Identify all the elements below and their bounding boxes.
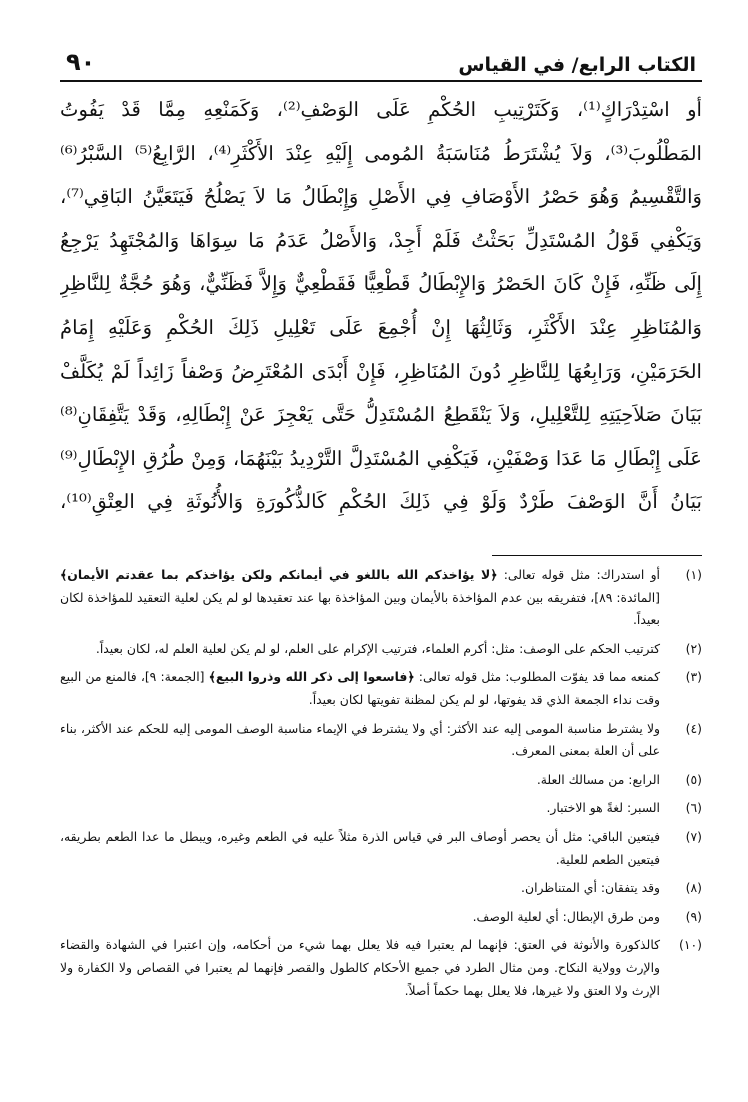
- footnote-text-part: ومن طرق الإبطال: أي لعلية الوصف.: [472, 908, 660, 924]
- footnote-number: (٨): [685, 880, 702, 896]
- footnote-text: [60, 906, 660, 929]
- running-title: الكتاب الرابع/ في القياس: [458, 54, 696, 76]
- quran-quote: ﴿فاسعوا إلى ذكر الله وذروا البيع﴾: [208, 669, 415, 685]
- page-header: [60, 40, 702, 82]
- footnote-text: [60, 826, 660, 871]
- footnote: [60, 769, 702, 792]
- footnotes: [60, 564, 702, 1002]
- footnote-text-part: أو استدراك: مثل قوله تعالى:: [497, 567, 660, 582]
- text-line: وَالمُنَاظِرِ عِنْدَ الأَكْثَرِ، وَثَالِثُهَا إِنْ أُجْمِعَ عَلَى تَعْلِيلِ ذَلِكَ الحُكْمِ وَعَلَيْهِ إِمَامُ: [60, 315, 702, 339]
- footnote-text-part: [الجمعة: ٩]، فالمنع من البيع وقت نداء الجمعة الذي قد يفوتها، لو لم يكن لمظنة تفويتها لكان بعيداً.: [60, 669, 660, 707]
- page-number: ٩٠: [66, 48, 96, 76]
- footnote-text: [60, 877, 660, 900]
- book-page: [60, 40, 702, 1008]
- footnote-separator: [492, 555, 702, 556]
- footnote-text-part: كترتيب الحكم على الوصف: مثل: أكرم العلماء، فترتيب الإكرام على العلم، لو لم يكن لعلية العلم له، لكان بعيداً.: [95, 640, 660, 656]
- footnote-number: (١): [685, 567, 702, 582]
- footnote-text: [60, 797, 660, 820]
- footnote-number: (٣): [685, 669, 702, 685]
- footnote: [60, 826, 702, 871]
- footnote: [60, 934, 702, 1002]
- footnote-text: [60, 638, 660, 661]
- footnote-text-part: السبر: لغةً هو الاختبار.: [546, 800, 660, 816]
- footnote: [60, 638, 702, 661]
- main-text: [60, 88, 702, 525]
- text-line: بَيَانَ صَلاَحِيَتِهِ لِلتَّعْلِيلِ، وَلاَ يَنْقَطِعُ المُسْتَدِلُّ حَتَّى يَعْجِزَ عَنْ إِبْطَالِهِ، وَقَدْ يَتَّفِقَانِ⁽⁸⁾: [60, 403, 702, 427]
- footnote: [60, 797, 702, 820]
- footnote: [60, 718, 702, 763]
- footnote: [60, 877, 702, 900]
- footnote-text-part: وقد يتفقان: أي المتناظران.: [521, 880, 660, 896]
- footnote-text-part: كمنعه مما قد يفوّت المطلوب: مثل قوله تعالى:: [414, 669, 660, 685]
- text-line: عَلَى إِبْطَالِ مَا عَدَا وَصْفَيْنِ، فَيَكْفِي المُسْتَدِلَّ التَّرْدِيدُ بَيْنَهُمَا، وَمِنْ طُرُقِ الإِبْطَالِ⁽⁹⁾: [60, 446, 702, 470]
- footnote-text-part: كالذكورة والأنوثة في العتق: فإنهما لم يعتبرا فيه فلا يعلل بهما شيء من أحكامه، وإن اعتبرا في الشهادة والقضاء والإرث وولاية النكاح. ومن مثال الطرد في جميع الأحكام كالطول والقصر فإنهما لم يعتبرا في القصاص ولا الكفارة ولا الإرث ولا العتق ولا غيرها، فلا يعلل بهما حكماً أصلاً.: [60, 937, 660, 998]
- text-line: الحَرَمَيْنِ، وَرَابِعُهَا لِلنَّاظِرِ دُونَ المُنَاظِرِ، فَإِنْ أَبْدَى المُعْتَرِضُ وَصْفاً زَائِداً لَمْ يُكَلَّفْ: [60, 359, 702, 383]
- footnote-number: (١٠): [679, 937, 702, 953]
- footnote-number: (٩): [685, 908, 702, 924]
- footnote-number: (٥): [685, 771, 702, 787]
- text-line: أو اسْتِدْرَاكٍ⁽¹⁾، وَكَتَرْتِيبِ الحُكْمِ عَلَى الوَصْفِ⁽²⁾، وَكَمَنْعِهِ مِمَّا قَدْ يَفُوتُ: [60, 98, 702, 121]
- quran-quote: ﴿لا يؤاخذكم الله باللغو في أيمانكم ولكن يؤاخذكم بما عقدتم الأيمان﴾: [60, 567, 498, 582]
- footnote-number: (٦): [685, 800, 702, 816]
- footnote-number: (٤): [685, 720, 702, 736]
- footnote-text: [60, 666, 660, 711]
- footnote: [60, 906, 702, 929]
- footnote-text: [60, 564, 660, 632]
- footnote-text-part: الرابع: من مسالك العلة.: [536, 771, 660, 787]
- footnote-number: (٢): [685, 640, 702, 656]
- footnote-text: [60, 934, 660, 1002]
- footnote-number: (٧): [685, 828, 702, 844]
- text-line: وَالتَّقْسِيمُ وَهُوَ حَصْرُ الأَوْصَافِ فِي الأَصْلِ وَإِبْطَالُ مَا لاَ يَصْلُحُ فَيَتَعَيَّنُ البَاقِي⁽⁷⁾،: [60, 185, 702, 209]
- footnote-text-part: ولا يشترط مناسبة المومى إليه عند الأكثر: أي ولا يشترط في الإيماء مناسبة الوصف المومى إليه للحكم عند الأكثر، بناء على أن العلة بمعنى المعرف.: [60, 720, 660, 759]
- footnote-text-part: [المائدة: ٨٩]، فتفريقه بين عدم المؤاخذة بالأيمان وبين المؤاخذة بها عند تعقيدها لو لم يكن لعلية التعقيد للمؤاخذة لكان بعيداً.: [60, 589, 660, 628]
- text-line: وَيَكْفِي قَوْلُ المُسْتَدِلِّ بَحَثْتُ فَلَمْ أَجِدْ، وَالأَصْلُ عَدَمُ مَا سِوَاهَا وَالمُجْتَهِدُ يَرْجِعُ: [60, 228, 702, 252]
- text-line: المَطْلُوبَ⁽³⁾، وَلاَ يُشْتَرَطُ مُنَاسَبَةُ المُومى إِلَيْهِ عِنْدَ الأَكْثَرِ⁽⁴⁾، الرَّابِعُ⁽⁵⁾ السَّبْرُ⁽⁶⁾: [60, 141, 702, 165]
- text-line: بَيَانُ أَنَّ الوَصْفَ طَرْدٌ وَلَوْ فِي ذَلِكَ الحُكْمِ كَالذُّكُورَةِ وَالأُنُوثَةِ فِي العِتْقِ⁽¹⁰⁾،: [60, 490, 702, 514]
- footnote: [60, 564, 702, 632]
- text-line: إِلَى ظَنِّهِ، فَإِنْ كَانَ الحَصْرُ وَالإِبْطَالُ قَطْعِيًّا فَقَطْعِيٌّ وَإِلاَّ فَظَنِّيٌّ، وَهُوَ حُجَّةٌ لِلنَّاظِرِ: [60, 272, 702, 296]
- footnote-text-part: فيتعين الباقي: مثل أن يحصر أوصاف البر في قياس الذرة مثلاً عليه في الطعم وغيره، ويبطل ما عدا الطعم بطريقه، فيتعين الطعم للعلية.: [60, 828, 660, 867]
- footnote-text: [60, 769, 660, 792]
- footnote: [60, 666, 702, 711]
- footnote-text: [60, 718, 660, 763]
